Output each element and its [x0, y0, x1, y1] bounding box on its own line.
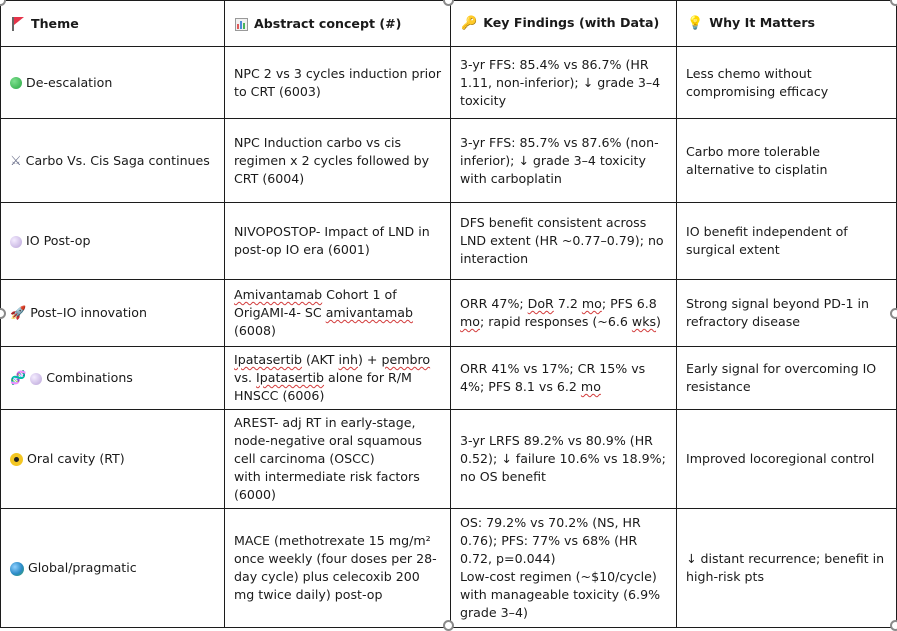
theme-label: Carbo Vs. Cis Saga continues — [25, 152, 210, 168]
abstract-text: alone for R/M HNSCC (6006) — [234, 370, 412, 403]
findings-cell — [451, 509, 677, 628]
abstract-cell — [225, 280, 451, 347]
red-flag-icon — [11, 16, 25, 32]
dna-icon: 🧬 — [10, 371, 27, 386]
why-cell: Improved locoregional control — [677, 410, 897, 509]
spell-flagged-word: mo — [581, 296, 602, 311]
theme-label: Global/pragmatic — [28, 560, 137, 575]
abstract-text: (AKT — [302, 352, 339, 367]
abstract-text: vs. — [234, 370, 257, 385]
findings-text: ORR 41% vs 17%; CR 15% vs 4%; PFS 8.1 vs 6.2 — [460, 361, 646, 394]
theme-cell — [1, 347, 225, 410]
abstract-text: Cohort 1 of OrigAMI-4- SC — [234, 287, 397, 320]
theme-cell — [1, 47, 225, 119]
table-row — [1, 203, 897, 280]
abstract-line: with intermediate risk factors — [234, 469, 420, 484]
abstract-cell — [225, 410, 451, 509]
spell-flagged-word: pembro — [381, 352, 431, 367]
key-icon: 🔑 — [461, 15, 478, 31]
findings-text: ) — [656, 314, 661, 329]
header-why-label: Why It Matters — [709, 15, 816, 31]
globe-icon — [10, 562, 24, 576]
header-theme — [1, 1, 225, 47]
table-row — [1, 280, 897, 347]
green-circle-icon — [10, 77, 22, 89]
theme-cell — [1, 280, 225, 347]
theme-cell — [1, 119, 225, 203]
rocket-icon: 🚀 — [10, 306, 27, 321]
why-cell: Less chemo without compromising efficacy — [677, 47, 897, 119]
theme-cell — [1, 509, 225, 628]
table-row — [1, 119, 897, 203]
why-cell: Early signal for overcoming IO resistance — [677, 347, 897, 410]
table-row — [1, 509, 897, 628]
abstract-text: (6008) — [234, 323, 276, 338]
findings-text: ORR 47%; — [460, 296, 528, 311]
header-abstract-label: Abstract concept (#) — [254, 15, 402, 31]
spell-flagged-word: mo — [460, 314, 480, 329]
why-cell: IO benefit independent of surgical extent — [677, 203, 897, 280]
spell-flagged-word: wks — [631, 314, 657, 329]
theme-cell — [1, 203, 225, 280]
header-why — [677, 1, 897, 47]
theme-label: Post–IO innovation — [30, 305, 147, 320]
findings-cell — [451, 347, 677, 410]
purple-circle-icon — [30, 373, 42, 385]
crossed-swords-icon: ⚔ — [10, 153, 22, 169]
spell-flagged-word: mo — [580, 379, 601, 394]
findings-cell: DFS benefit consistent across LND extent (HR ~0.77–0.79); no interaction — [451, 203, 677, 280]
abstract-text: ) + — [357, 352, 382, 367]
spell-flagged-word: inh — [338, 352, 358, 367]
spell-flagged-word: amivantamab — [325, 305, 413, 320]
theme-label: IO Post-op — [26, 233, 91, 248]
findings-cell — [451, 280, 677, 347]
resize-handle-middle-right[interactable] — [890, 308, 897, 319]
table-row — [1, 410, 897, 509]
header-row — [1, 1, 897, 47]
findings-cell: 3-yr FFS: 85.7% vs 87.6% (non-inferior); ↓ grade 3–4 toxicity with carboplatin — [451, 119, 677, 203]
theme-label: De-escalation — [26, 74, 113, 90]
bar-chart-icon — [235, 18, 248, 31]
theme-cell — [1, 410, 225, 509]
abstract-line: AREST- adj RT in early-stage, node-negative oral squamous cell carcinoma (OSCC) — [234, 415, 422, 466]
purple-circle-icon — [10, 236, 22, 248]
abstract-cell: NPC 2 vs 3 cycles induction prior to CRT (6003) — [225, 47, 451, 119]
theme-label: Combinations — [46, 370, 133, 385]
spell-flagged-word: Amivantamab — [234, 287, 323, 302]
light-bulb-icon: 💡 — [687, 15, 704, 31]
findings-text: ; rapid responses (~6.6 — [479, 314, 632, 329]
findings-text: ; PFS 6.8 — [601, 296, 657, 311]
abstract-line: (6000) — [234, 487, 276, 502]
header-theme-label: Theme — [31, 15, 79, 31]
header-findings-label: Key Findings (with Data) — [483, 15, 660, 31]
header-abstract — [225, 1, 451, 47]
findings-text: 7.2 — [553, 296, 582, 311]
header-findings — [451, 1, 677, 47]
abstract-cell: MACE (methotrexate 15 mg/m² once weekly (four doses per 28-day cycle) plus celecoxib 200 mg twice daily) post-op — [225, 509, 451, 628]
findings-line: OS: 79.2% vs 70.2% (NS, HR 0.76); PFS: 77% vs 68% (HR 0.72, p=0.044) — [460, 515, 641, 566]
radioactive-icon — [10, 453, 23, 466]
spell-flagged-word: DoR — [527, 296, 554, 311]
why-cell: ↓ distant recurrence; benefit in high-risk pts — [677, 509, 897, 628]
table-row — [1, 347, 897, 410]
spell-flagged-word: Ipatasertib — [234, 352, 302, 367]
abstract-cell — [225, 347, 451, 410]
findings-line: Low-cost regimen (~$10/cycle) with manageable toxicity (6.9% grade 3–4) — [460, 569, 661, 620]
abstract-cell: NPC Induction carbo vs cis regimen x 2 cycles followed by CRT (6004) — [225, 119, 451, 203]
theme-label: Oral cavity (RT) — [27, 451, 125, 466]
findings-cell: 3-yr LRFS 89.2% vs 80.9% (HR 0.52); ↓ failure 10.6% vs 18.9%; no OS benefit — [451, 410, 677, 509]
table-row — [1, 47, 897, 119]
spell-flagged-word: Ipatasertib — [256, 370, 325, 385]
why-cell: Carbo more tolerable alternative to cisplatin — [677, 119, 897, 203]
abstract-cell: NIVOPOSTOP- Impact of LND in post-op IO era (6001) — [225, 203, 451, 280]
why-cell: Strong signal beyond PD-1 in refractory disease — [677, 280, 897, 347]
findings-cell: 3-yr FFS: 85.4% vs 86.7% (HR 1.11, non-inferior); ↓ grade 3–4 toxicity — [451, 47, 677, 119]
